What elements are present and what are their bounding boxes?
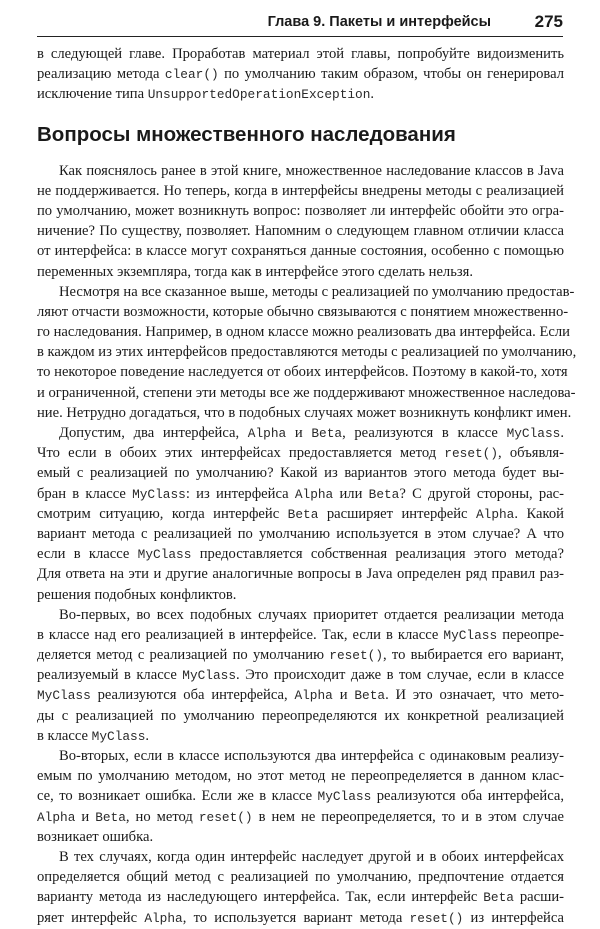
- text-run: в нем не переопределяется, то и в этом случае: [252, 808, 565, 825]
- text-run: то некоторое поведение наследуется от обоих интерфейсов. Поэтому в какой-то, хотя: [37, 364, 568, 381]
- text-line: [37, 383, 576, 403]
- text-line: [37, 302, 569, 322]
- inline-code: Alpha: [144, 910, 183, 926]
- text-line: [37, 362, 568, 382]
- text-run: В тех случаях, когда один интерфейс наследует другой и в обоих интерфейсах: [59, 848, 564, 865]
- text-run: если в классе: [37, 546, 138, 563]
- text-run: Допустим, два интерфейса,: [59, 425, 248, 441]
- text-run: емым по умолчанию методом, но этот метод не переопределяется в данном клас-: [37, 768, 564, 785]
- text-run: .: [370, 86, 375, 103]
- text-run: , но метод: [125, 808, 199, 825]
- text-line: [37, 887, 564, 907]
- text-run: Для ответа на эти и другие аналогичные вопросы в Java определен ряд правил раз-: [37, 566, 564, 583]
- body-paragraph: [37, 161, 564, 282]
- inline-code: UnsupportedOperationException: [147, 87, 371, 103]
- text-run: исключение типа: [37, 86, 148, 103]
- text-run: предоставляется собственная реализация этого метода?: [191, 546, 564, 563]
- text-run: расширяет интерфейс: [318, 505, 476, 522]
- text-line: [37, 44, 564, 64]
- text-run: ряет интерфейс: [37, 909, 145, 926]
- text-line: [37, 645, 564, 665]
- inline-code: Beta: [311, 426, 343, 441]
- text-run: возникает ошибка.: [37, 828, 154, 845]
- text-run: из интерфейса: [463, 909, 564, 926]
- text-line: [37, 564, 564, 584]
- running-header: [37, 10, 563, 37]
- text-run: ничение? По существу, позволяет. Напомним о следующем главном отличии класса: [37, 223, 564, 240]
- text-run: смотрим ситуацию, когда интерфейс: [37, 505, 288, 522]
- text-line: [37, 322, 570, 342]
- inline-code: Beta: [483, 890, 514, 906]
- text-line: [37, 201, 564, 221]
- text-run: в классе над его реализацией в интерфейсе. Так, если в классе: [37, 626, 444, 643]
- text-line: [37, 84, 564, 104]
- inline-code: reset(): [409, 910, 464, 926]
- intro-paragraph: [37, 44, 564, 105]
- text-run: ляют отчасти возможности, которые обычно связываются с понятием множественно-: [37, 303, 569, 320]
- body-paragraph: [37, 423, 564, 605]
- text-run: по умолчанию, может возникнуть вопрос: позволяет ли интерфейс обойти это огра-: [37, 202, 564, 219]
- text-line: [37, 786, 564, 806]
- text-run: вариант метода с реализацией по умолчанию используется в этом случае? А что: [37, 525, 564, 542]
- inline-code: MyClass: [317, 789, 372, 805]
- text-line: [37, 544, 564, 564]
- text-run: от интерфейса: в классе могут сохраняться данные состояния, особенно с помощью: [37, 243, 564, 260]
- inline-code: MyClass: [443, 627, 498, 643]
- text-line: [37, 161, 564, 181]
- text-run: , реализуются в классе: [342, 425, 507, 441]
- text-run: , то используется вариант метода: [182, 909, 410, 926]
- text-run: Что если в обоих этих интерфейсах предоставляется метод: [37, 445, 445, 462]
- body-paragraph: [37, 282, 577, 423]
- text-run: расши-: [513, 889, 564, 906]
- text-run: реализуются оба интерфейса,: [371, 788, 564, 805]
- text-run: . Это происходит даже в том случае, если в классе: [236, 667, 564, 684]
- inline-code: Beta: [287, 506, 319, 522]
- text-line: [37, 443, 564, 463]
- body-paragraph: [37, 605, 564, 746]
- text-run: в каждом из этих интерфейсов предоставляются методы с реализацией по умолчанию,: [37, 344, 577, 361]
- body-paragraph: [37, 746, 564, 847]
- text-run: переменных экземпляра, тогда как в интерфейсе этого сделать нельзя.: [37, 263, 473, 280]
- text-line: [37, 807, 564, 827]
- text-run: и: [75, 808, 96, 825]
- text-line: [37, 625, 564, 645]
- text-line: [37, 504, 564, 524]
- text-line: [37, 181, 564, 201]
- inline-code: MyClass: [182, 668, 237, 684]
- text-run: и: [286, 425, 312, 441]
- text-line: [37, 766, 564, 786]
- text-line: [37, 726, 564, 746]
- text-run: , то выбирается его вариант,: [383, 647, 564, 664]
- inline-code: reset(): [329, 648, 384, 664]
- text-run: или: [333, 485, 369, 502]
- text-run: ? С другой стороны, рас-: [399, 485, 565, 502]
- text-line: [37, 342, 577, 362]
- text-line: [37, 221, 564, 241]
- text-run: .: [145, 727, 150, 744]
- text-run: варианту метода из наследующего интерфейса. Так, если интерфейс: [37, 889, 484, 906]
- text-line: [37, 908, 564, 928]
- text-line: [37, 484, 564, 504]
- page-number: 275: [534, 12, 563, 31]
- text-run: решения подобных конфликтов.: [37, 586, 237, 603]
- inline-code: reset(): [198, 809, 253, 825]
- inline-code: Beta: [95, 809, 126, 825]
- text-run: ние. Нетрудно догадаться, что в подобных случаях может возникнуть конфликт имен.: [37, 404, 572, 421]
- inline-code: Beta: [354, 688, 386, 704]
- inline-code: MyClass: [137, 547, 192, 563]
- inline-code: MyClass: [506, 426, 561, 441]
- inline-code: Alpha: [475, 506, 515, 522]
- text-line: [37, 282, 575, 302]
- text-run: Во-вторых, если в классе используются два интерфейса с одинаковым реализу-: [59, 748, 564, 764]
- inline-code: Beta: [368, 486, 400, 502]
- text-run: деляется метод с реализацией по умолчанию: [37, 647, 330, 664]
- text-line: [37, 665, 564, 685]
- text-run: реализацию метода: [37, 66, 165, 83]
- text-line: [37, 64, 564, 84]
- text-line: [37, 423, 564, 443]
- text-run: Несмотря на все сказанное выше, методы с реализацией по умолчанию предостав-: [59, 283, 575, 300]
- text-run: реализуемый в классе: [37, 667, 183, 684]
- text-run: переопре-: [497, 626, 564, 643]
- text-run: не поддерживается. Но теперь, когда в интерфейсы внедрены методы с реализацией: [37, 182, 564, 199]
- text-run: в следующей главе. Проработав материал этой главы, попробуйте видоизменить: [37, 46, 564, 62]
- text-run: .: [560, 425, 564, 441]
- section-heading: Вопросы множественного наследования: [37, 122, 456, 146]
- running-title: Глава 9. Пакеты и интерфейсы: [267, 14, 491, 30]
- text-line: [37, 685, 564, 705]
- text-run: . И это означает, что мето-: [385, 687, 565, 704]
- text-run: , объявля-: [498, 445, 565, 462]
- text-run: по умолчанию таким образом, чтобы он генерировал: [218, 66, 564, 83]
- text-line: [37, 706, 564, 726]
- text-line: [37, 262, 564, 282]
- text-line: [37, 847, 564, 867]
- text-line: [37, 241, 564, 261]
- text-run: и ограниченной, степени эти методы все же поддерживают множественное наследова-: [37, 384, 576, 401]
- text-run: емый с реализацией по умолчанию? Какой из вариантов этого метода будет вы-: [37, 465, 564, 482]
- inline-code: Alpha: [37, 809, 76, 825]
- inline-code: clear(): [164, 67, 219, 83]
- inline-code: MyClass: [132, 486, 186, 502]
- text-run: го наследования. Например, в одном классе можно реализовать два интерфейса. Если: [37, 324, 570, 341]
- text-run: . Какой: [514, 505, 564, 522]
- inline-code: Alpha: [247, 426, 287, 441]
- text-run: Как пояснялось ранее в этой книге, множественное наследование классов в Java: [59, 162, 564, 179]
- text-run: : из интерфейса: [185, 485, 295, 502]
- body-paragraph: [37, 847, 564, 928]
- text-line: [37, 605, 564, 625]
- text-line: [37, 524, 564, 544]
- text-run: ды с реализацией по умолчанию переопределяются их конкретной реализацией: [37, 707, 564, 724]
- text-run: Во-первых, во всех подобных случаях приоритет отдается реализации метода: [59, 606, 564, 623]
- inline-code: MyClass: [91, 728, 146, 744]
- text-run: реализуются оба интерфейса,: [90, 687, 295, 704]
- inline-code: Alpha: [294, 688, 333, 704]
- page-body: [37, 44, 577, 928]
- text-run: в классе: [37, 727, 92, 744]
- text-line: [37, 585, 564, 605]
- text-line: [37, 827, 564, 847]
- text-run: се, то возникает ошибка. Если же в классе: [37, 788, 318, 805]
- inline-code: MyClass: [37, 688, 91, 704]
- text-run: и: [332, 687, 355, 704]
- text-line: [37, 746, 564, 766]
- text-line: [37, 867, 564, 887]
- text-line: [37, 463, 564, 483]
- text-line: [37, 403, 572, 423]
- inline-code: reset(): [444, 446, 499, 462]
- inline-code: Alpha: [294, 486, 334, 502]
- text-run: определяется общий метод с реализацией по умолчанию, предпочтение отдается: [37, 869, 564, 886]
- text-run: бран в классе: [37, 485, 133, 502]
